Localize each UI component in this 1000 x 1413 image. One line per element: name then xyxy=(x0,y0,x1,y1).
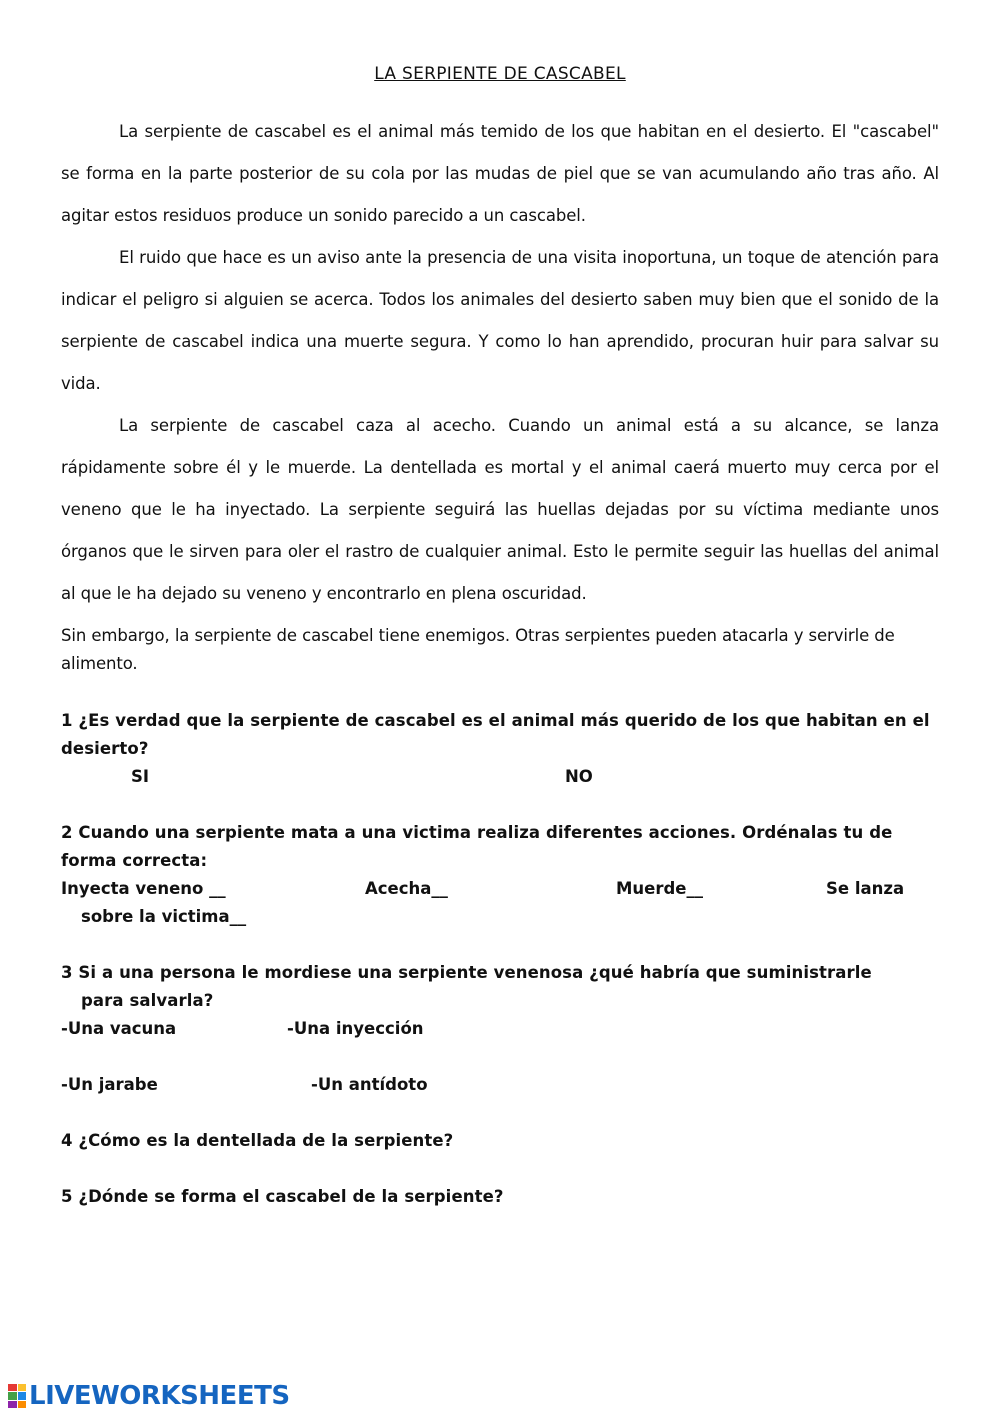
question-3-text: 3 Si a una persona le mordiese una serpiente venenosa ¿qué habría que suministrarle xyxy=(61,963,872,982)
q3-option-jarabe[interactable]: -Un jarabe xyxy=(61,1075,158,1094)
question-3-text-continued: para salvarla? xyxy=(81,991,214,1010)
question-1-text: 1 ¿Es verdad que la serpiente de cascabel es el animal más querido de los que habitan en el desierto? xyxy=(61,711,930,758)
question-5-text: 5 ¿Dónde se forma el cascabel de la serpiente? xyxy=(61,1187,504,1206)
worksheet-title: LA SERPIENTE DE CASCABEL xyxy=(374,64,626,84)
story-paragraph-3: La serpiente de cascabel caza al acecho. Cuando un animal está a su alcance, se lanza rápidamente sobre él y le muerde. La dentellada es mortal y el animal caerá muerto muy cerca por el veneno que le ha inyectado. La serpiente seguirá las huellas dejadas por su víctima mediante unos órganos que le sirven para oler el rastro de cualquier animal. Esto le permite seguir las huellas del animal al que le ha dejado su veneno y encontrarlo en plena oscuridad. xyxy=(61,416,939,603)
q1-option-no[interactable]: NO xyxy=(565,767,593,786)
question-2-text: 2 Cuando una serpiente mata a una victima realiza diferentes acciones. Ordénalas tu de forma correcta: xyxy=(61,823,893,870)
q2-option-inyecta-veneno[interactable]: Inyecta veneno __ xyxy=(61,879,226,898)
q2-option-acecha[interactable]: Acecha__ xyxy=(365,879,448,898)
q3-option-vacuna[interactable]: -Una vacuna xyxy=(61,1019,177,1038)
q3-option-inyeccion[interactable]: -Una inyección xyxy=(287,1019,424,1038)
q1-option-si[interactable]: SI xyxy=(131,767,150,786)
liveworksheets-logo-icon xyxy=(8,1384,26,1408)
q3-option-antidoto[interactable]: -Un antídoto xyxy=(311,1075,428,1094)
question-4-text: 4 ¿Cómo es la dentellada de la serpiente? xyxy=(61,1131,454,1150)
story-paragraph-1: La serpiente de cascabel es el animal más temido de los que habitan en el desierto. El "cascabel" se forma en la parte posterior de su cola por las mudas de piel que se van acumulando año tras año. Al agitar estos residuos produce un sonido parecido a un cascabel. xyxy=(61,122,939,225)
q2-option-sobre-la-victima[interactable]: sobre la victima__ xyxy=(81,907,247,926)
liveworksheets-logo xyxy=(8,1380,290,1412)
q2-option-muerde[interactable]: Muerde__ xyxy=(616,879,703,898)
q2-option-se-lanza[interactable]: Se lanza xyxy=(826,879,905,898)
story-paragraph-4: Sin embargo, la serpiente de cascabel tiene enemigos. Otras serpientes pueden atacarla y servirle de alimento. xyxy=(61,626,895,673)
story-paragraph-2: El ruido que hace es un aviso ante la presencia de una visita inoportuna, un toque de atención para indicar el peligro si alguien se acerca. Todos los animales del desierto saben muy bien que el sonido de la serpiente de cascabel indica una muerte segura. Y como lo han aprendido, procuran huir para salvar su vida. xyxy=(61,248,939,393)
liveworksheets-logo-text: LIVEWORKSHEETS xyxy=(29,1381,290,1411)
